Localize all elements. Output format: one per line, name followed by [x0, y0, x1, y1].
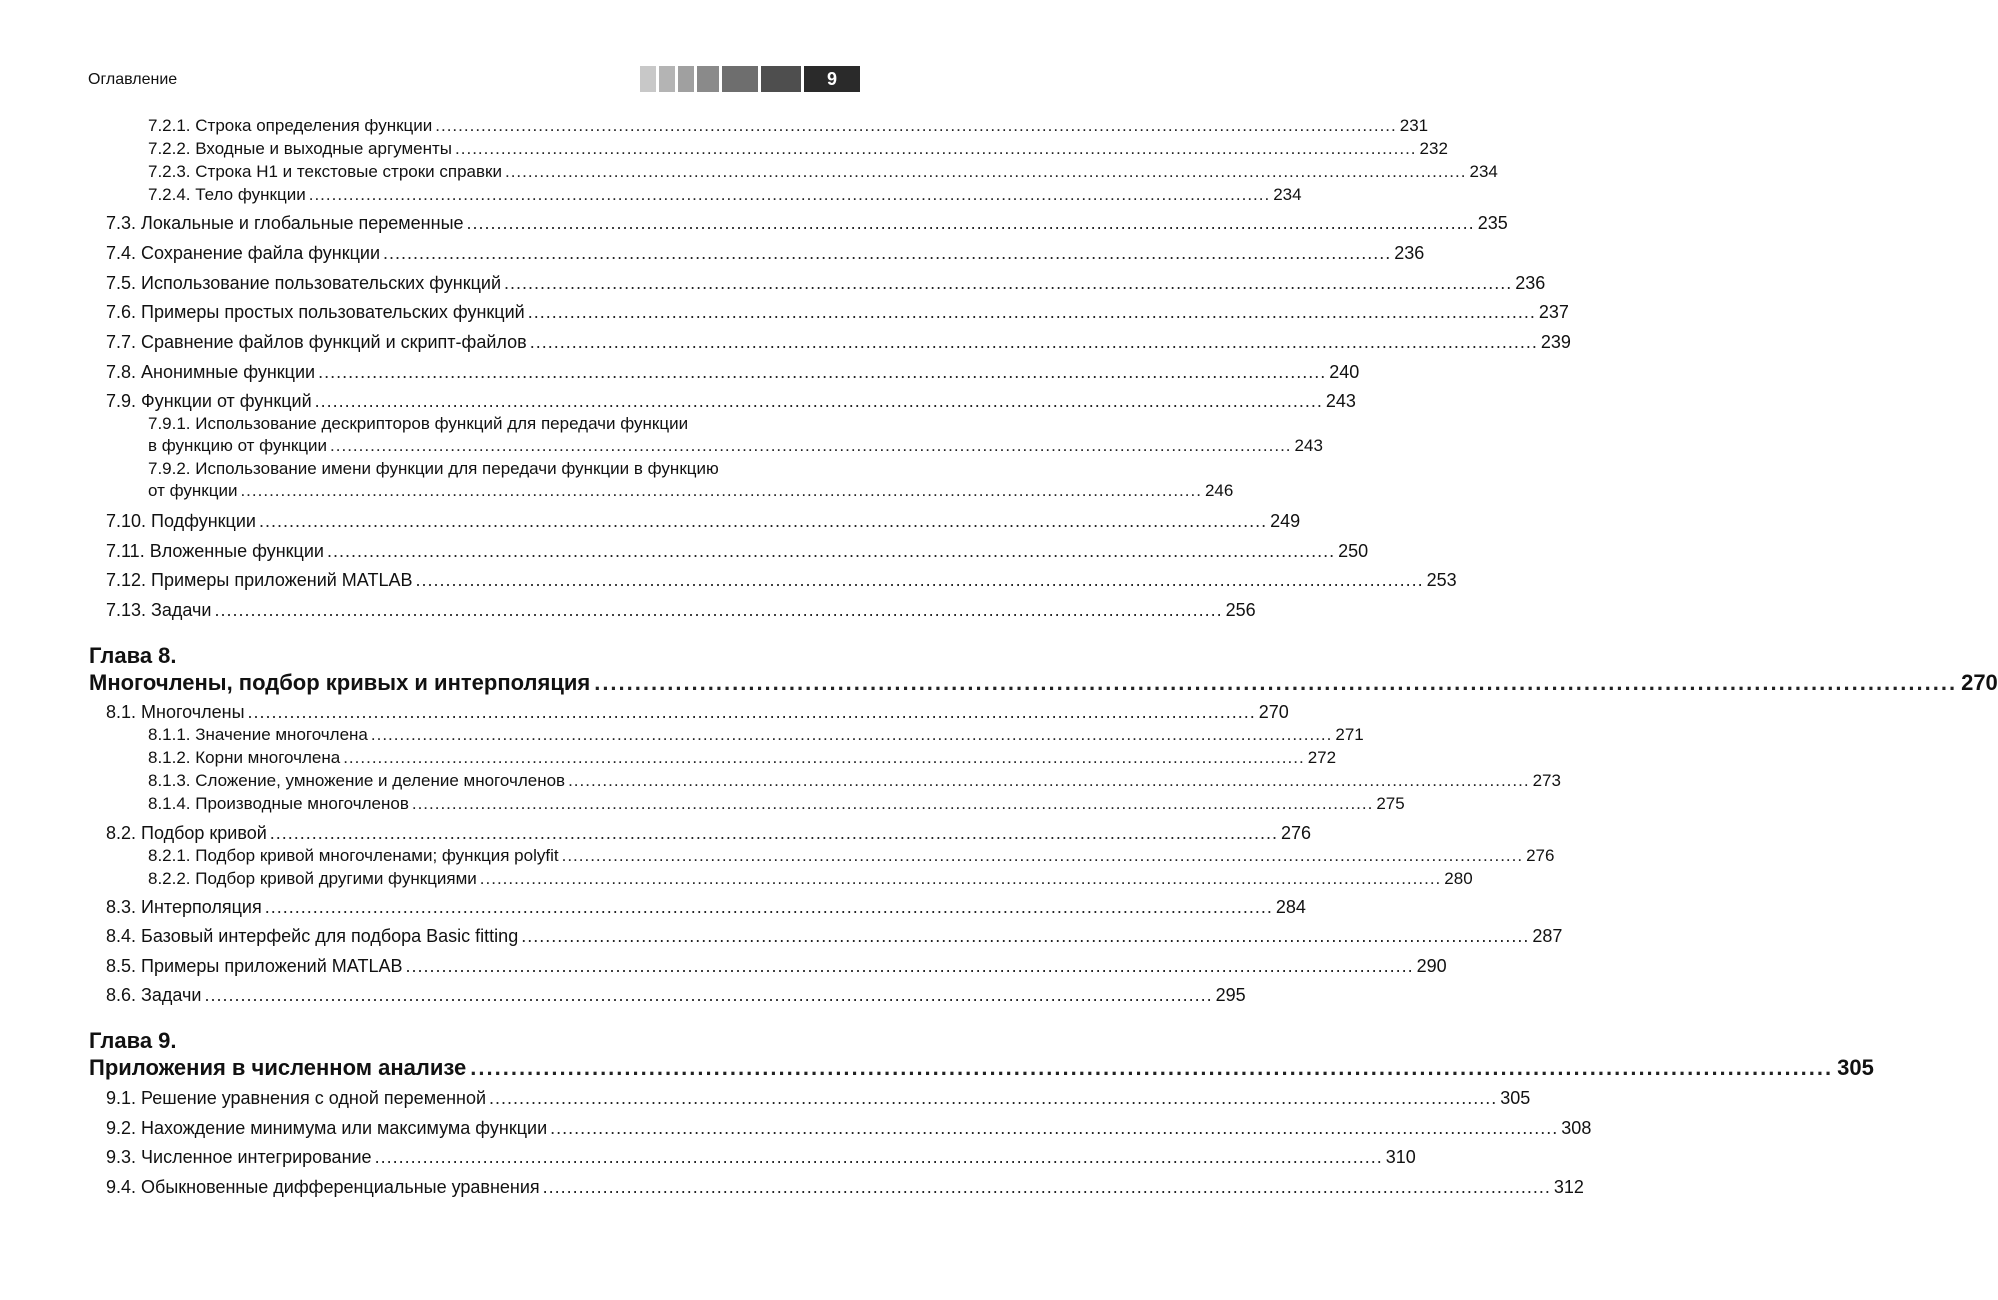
toc-entry-title: 7.9. Функции от функций: [106, 391, 312, 411]
dot-leader: ........................................................................................................................................................................: [343, 748, 1305, 767]
toc-entry-7-5[interactable]: [106, 272, 1546, 294]
toc-entry-page: 275: [1376, 794, 1405, 813]
toc-entry-title: 8.2. Подбор кривой: [106, 823, 267, 843]
toc-entry-title: 7.11. Вложенные функции: [106, 541, 324, 561]
toc-entry-page: 231: [1399, 116, 1429, 135]
chapter-8-label: Глава 8.: [89, 643, 177, 668]
toc-entry-title: 8.1.2. Корни многочлена: [148, 748, 341, 767]
toc-entry-title: 8.2.2. Подбор кривой другими функциями: [148, 869, 477, 888]
toc-entry-7-8[interactable]: [106, 361, 1360, 383]
toc-entry-page: 239: [1540, 332, 1571, 352]
toc-entry-title: 7.6. Примеры простых пользовательских функций: [106, 302, 525, 322]
toc-entry-page: 273: [1532, 771, 1561, 790]
dot-leader: ........................................................................................................................................................................: [374, 1147, 1383, 1167]
toc-entry-page: 280: [1444, 869, 1473, 888]
toc-entry-8-2-2[interactable]: [148, 869, 1473, 889]
toc-entry-7-4[interactable]: [106, 242, 1425, 264]
toc-entry-title: 7.2.3. Строка H1 и текстовые строки справки: [148, 162, 502, 181]
dot-leader: ........................................................................................................................................................................: [435, 116, 1397, 135]
dot-leader: ........................................................................................................................................................................: [504, 273, 1513, 293]
dot-leader: ........................................................................................................................................................................: [529, 332, 1538, 352]
dot-leader: ........................................................................................................................................................................: [264, 897, 1273, 917]
toc-entry-title: 7.3. Локальные и глобальные переменные: [106, 213, 464, 233]
dot-leader: ........................................................................................................................................................................: [258, 511, 1268, 531]
toc-entry-page: 312: [1553, 1177, 1584, 1197]
chapter-title: Многочлены, подбор кривых и интерполяция: [89, 670, 591, 695]
toc-entry-page: 246: [1204, 481, 1234, 500]
toc-entry-title: 7.5. Использование пользовательских функций: [106, 273, 502, 293]
chapter-8-entry[interactable]: [89, 669, 1998, 697]
toc-entry-7-10[interactable]: [106, 510, 1301, 532]
toc-entry-7-7[interactable]: [106, 331, 1571, 353]
toc-entry-title: 9.4. Обыкновенные дифференциальные уравнения: [106, 1177, 540, 1197]
toc-entry-9-4[interactable]: [106, 1176, 1584, 1198]
toc-entry-title: в функцию от функции: [148, 436, 328, 455]
dot-leader: ........................................................................................................................................................................: [214, 600, 1223, 620]
toc-entry-8-1-1[interactable]: [148, 725, 1364, 745]
toc-entry-8-6[interactable]: [106, 984, 1246, 1006]
toc-entry-title: 7.2.1. Строка определения функции: [148, 116, 433, 135]
toc-entry-9-1[interactable]: [106, 1087, 1531, 1109]
toc-entry-title: 8.1.1. Значение многочлена: [148, 725, 368, 744]
toc-entry-page: 243: [1294, 436, 1323, 455]
dot-leader: ........................................................................................................................................................................: [479, 869, 1442, 888]
chapter-9-entry[interactable]: [89, 1054, 1874, 1082]
toc-entry-title: 9.1. Решение уравнения с одной переменной: [106, 1088, 487, 1108]
dot-leader: ........................................................................................................................................................................: [561, 846, 1524, 865]
dot-leader: ........................................................................................................................................................................: [542, 1177, 1551, 1197]
toc-entry-page: 243: [1325, 391, 1356, 411]
toc-entry-7-9-1-first-line[interactable]: 7.9.1. Использование дескрипторов функций для передачи функции: [148, 414, 689, 433]
toc-entry-title: 7.7. Сравнение файлов функций и скрипт-файлов: [106, 332, 527, 352]
dot-leader: ........................................................................................................................................................................: [247, 702, 1256, 722]
toc-entry-page: 235: [1477, 213, 1508, 233]
chapter-page: 270: [1961, 670, 1998, 695]
toc-entry-7-6[interactable]: [106, 301, 1569, 323]
toc-entry-8-1[interactable]: [106, 701, 1289, 723]
dot-leader: ........................................................................................................................................................................: [308, 185, 1271, 204]
toc-entry-9-3[interactable]: [106, 1146, 1416, 1168]
chapter-title: Приложения в численном анализе: [89, 1055, 467, 1080]
dot-leader: ........................................................................................................................................................................: [330, 436, 1292, 455]
dot-leader: ........................................................................................................................................................................: [370, 725, 1333, 744]
chapter-page: 305: [1837, 1055, 1874, 1080]
toc-entry-page: 253: [1426, 570, 1457, 590]
toc-entry-8-4[interactable]: [106, 925, 1563, 947]
dot-leader: ........................................................................................................................................................................: [489, 1088, 1498, 1108]
toc-entry-page: 308: [1561, 1118, 1592, 1138]
toc-entry-title: 8.4. Базовый интерфейс для подбора Basic fitting: [106, 926, 519, 946]
toc-entry-page: 234: [1469, 162, 1498, 181]
toc-entry-8-2[interactable]: [106, 822, 1311, 844]
toc-entry-title: 7.12. Примеры приложений MATLAB: [106, 570, 413, 590]
dot-leader: ........................................................................................................................................................................: [383, 243, 1392, 263]
dot-leader: ........................................................................................................................................................................: [550, 1118, 1559, 1138]
dot-leader: ........................................................................................................................................................................: [504, 162, 1467, 181]
dot-leader: ........................................................................................................................................................................: [240, 481, 1202, 500]
toc-entry-title: 7.13. Задачи: [106, 600, 212, 620]
toc-entry-7-2-2[interactable]: [148, 139, 1448, 159]
toc-entry-title: 7.8. Анонимные функции: [106, 362, 316, 382]
toc-entry-title: 8.1.3. Сложение, умножение и деление многочленов: [148, 771, 566, 790]
dot-leader: ........................................................................................................................................................................: [269, 823, 1278, 843]
toc-entry-7-2-1[interactable]: [148, 116, 1429, 136]
dot-leader: ........................................................................................................................................................................: [314, 391, 1323, 411]
toc-entry-title: 7.2.4. Тело функции: [148, 185, 306, 204]
toc-entry-page: 295: [1215, 985, 1246, 1005]
toc-entry-8-5[interactable]: [106, 955, 1447, 977]
toc-entry-7-11[interactable]: [106, 540, 1369, 562]
dot-leader: ........................................................................................................................................................................: [318, 362, 1327, 382]
toc-entry-title: 8.6. Задачи: [106, 985, 202, 1005]
dot-leader: ........................................................................................................................................................................: [470, 1055, 1834, 1080]
toc-entry-page: 236: [1515, 273, 1546, 293]
toc-entry-7-12[interactable]: [106, 569, 1457, 591]
dot-leader: ........................................................................................................................................................................: [411, 794, 1374, 813]
dot-leader: ........................................................................................................................................................................: [466, 213, 1475, 233]
toc-entry-page: 256: [1225, 600, 1256, 620]
toc-entry-title: 9.3. Численное интегрирование: [106, 1147, 372, 1167]
toc-entry-title: 8.5. Примеры приложений MATLAB: [106, 956, 403, 976]
toc-entry-title: 7.4. Сохранение файла функции: [106, 243, 381, 263]
toc-entry-page: 236: [1394, 243, 1425, 263]
toc-entry-8-3[interactable]: [106, 896, 1306, 918]
toc-entry-7-2-3[interactable]: [148, 162, 1498, 182]
toc-entry-page: 271: [1335, 725, 1364, 744]
dot-leader: ........................................................................................................................................................................: [326, 541, 1336, 561]
dot-leader: ........................................................................................................................................................................: [455, 139, 1417, 158]
toc-entry-page: 276: [1280, 823, 1311, 843]
dot-leader: ........................................................................................................................................................................: [415, 570, 1424, 590]
running-title: Оглавление: [88, 71, 178, 88]
toc-entry-page: 270: [1258, 702, 1289, 722]
toc-entry-page: 240: [1329, 362, 1360, 382]
dot-leader: ........................................................................................................................................................................: [527, 302, 1536, 322]
toc-entry-7-9[interactable]: [106, 390, 1356, 412]
toc-entry-page: 237: [1538, 302, 1569, 322]
toc-entry-7-9-2[interactable]: [148, 481, 1234, 501]
toc-entry-8-2-1[interactable]: [148, 846, 1555, 866]
toc-entry-page: 234: [1273, 185, 1302, 204]
toc-entry-7-9-1[interactable]: [148, 436, 1323, 456]
toc-entry-page: 249: [1270, 511, 1301, 531]
toc-entry-title: 7.10. Подфункции: [106, 511, 256, 531]
toc-entry-8-1-2[interactable]: [148, 748, 1337, 768]
toc-entry-title: 8.2.1. Подбор кривой многочленами; функция polyfit: [148, 846, 559, 865]
dot-leader: ........................................................................................................................................................................: [568, 771, 1530, 790]
toc-entry-title: 7.2.2. Входные и выходные аргументы: [148, 139, 453, 158]
toc-entry-page: 250: [1338, 541, 1369, 561]
dot-leader: ........................................................................................................................................................................: [594, 670, 1958, 695]
toc-entry-7-13[interactable]: [106, 599, 1256, 621]
toc-entry-page: 284: [1275, 897, 1306, 917]
toc-entry-page: 287: [1532, 926, 1563, 946]
toc-entry-page: 310: [1385, 1147, 1416, 1167]
toc-entry-8-1-4[interactable]: [148, 794, 1405, 814]
chapter-9-label: Глава 9.: [89, 1028, 177, 1053]
toc-entry-7-9-2-first-line[interactable]: 7.9.2. Использование имени функции для передачи функции в функцию: [148, 459, 719, 478]
toc-entry-title: 8.3. Интерполяция: [106, 897, 262, 917]
toc-entry-title: 9.2. Нахождение минимума или максимума функции: [106, 1118, 548, 1138]
toc-entry-8-1-3[interactable]: [148, 771, 1561, 791]
toc-entry-7-2-4[interactable]: [148, 185, 1302, 205]
toc-entry-9-2[interactable]: [106, 1117, 1592, 1139]
dot-leader: ........................................................................................................................................................................: [521, 926, 1530, 946]
dot-leader: ........................................................................................................................................................................: [405, 956, 1414, 976]
page-number: 9: [804, 66, 860, 92]
toc-entry-page: 305: [1500, 1088, 1531, 1108]
toc-entry-page: 290: [1416, 956, 1447, 976]
dot-leader: ........................................................................................................................................................................: [204, 985, 1213, 1005]
toc-entry-page: 272: [1307, 748, 1337, 767]
toc-entry-page: 276: [1526, 846, 1555, 865]
toc-entry-page: 232: [1419, 139, 1448, 158]
toc-entry-7-3[interactable]: [106, 212, 1508, 234]
toc-entry-title: 8.1.4. Производные многочленов: [148, 794, 409, 813]
toc-entry-title: от функции: [148, 481, 238, 500]
toc-entry-title: 8.1. Многочлены: [106, 702, 245, 722]
